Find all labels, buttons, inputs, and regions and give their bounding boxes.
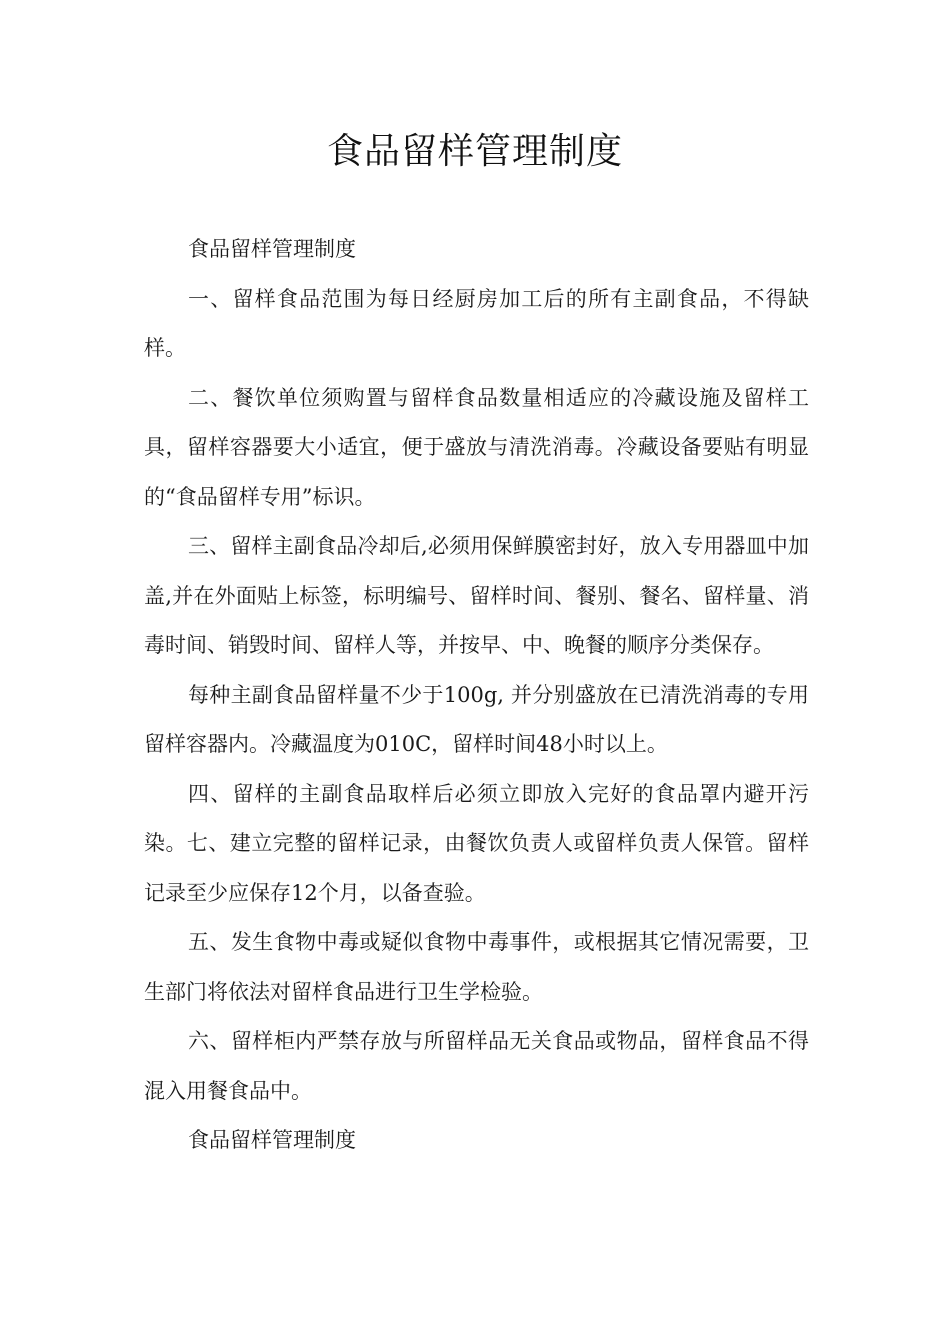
paragraph-section-1: 一、留样食品范围为每日经厨房加工后的所有主副食品，不得缺样。: [144, 286, 809, 360]
paragraph-section-2: 二、餐饮单位须购置与留样食品数量相适应的冷藏设施及留样工具，留样容器要大小适宜，便于盛放与清洗消毒。冷藏设备要贴有明显的“食品留样专用”标识。: [144, 385, 809, 509]
document-body: [144, 225, 809, 1166]
paragraph-sample-quantity: 每种主副食品留样量不少于100g, 并分别盛放在已清洗消毒的专用留样容器内。冷藏温度为010C，留样时间48小时以上。: [144, 682, 809, 756]
paragraph-heading-repeat: 食品留样管理制度: [188, 237, 356, 261]
paragraph-footer-heading: 食品留样管理制度: [188, 1128, 356, 1152]
paragraph-section-4: 四、留样的主副食品取样后必须立即放入完好的食品罩内避开污染。七、建立完整的留样记录，由餐饮负责人或留样负责人保管。留样记录至少应保存12个月，以备查验。: [144, 781, 809, 905]
paragraph-section-5: 五、发生食物中毒或疑似食物中毒事件，或根据其它情况需要，卫生部门将依法对留样食品进行卫生学检验。: [144, 930, 809, 1004]
document-title: 食品留样管理制度: [326, 131, 623, 172]
paragraph-section-3: 三、留样主副食品冷却后,必须用保鲜膜密封好，放入专用器皿中加盖,并在外面贴上标签，标明编号、留样时间、餐别、餐名、留样量、消毒时间、销毁时间、留样人等，并按早、中、晚餐的顺序分类保存。: [144, 534, 809, 657]
paragraph-section-6: 六、留样柜内严禁存放与所留样品无关食品或物品，留样食品不得混入用餐食品中。: [144, 1029, 809, 1103]
